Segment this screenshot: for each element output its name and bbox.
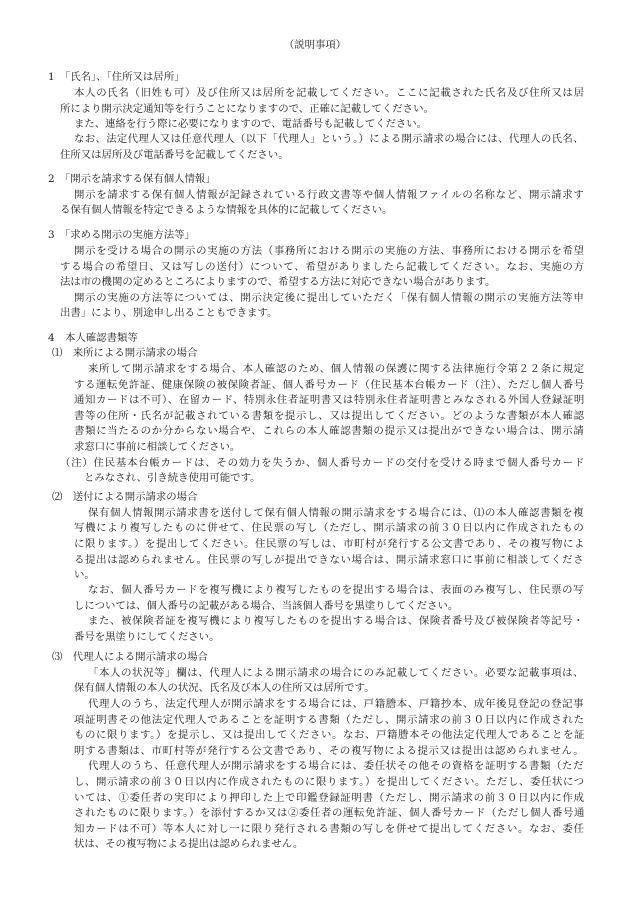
- text-line: 代理人のうち、任意代理人が開示請求をする場合には、委任状その他その資格を証明する書類（ただ: [88, 760, 585, 772]
- text-line: に限ります。）を提出してください。住民票の写しは、市町村が発行する公文書であり、その複写物によ: [74, 538, 585, 550]
- text-line: 3 「求める開示の実施方法等」: [48, 229, 195, 241]
- text-line: 通知カードは不可）、在留カード、特別永住者証明書又は特別永住者証明書とみなされる外国人登録証明: [74, 394, 585, 406]
- text-line: 開示を受ける場合の開示の実施の方法（事務所における開示の実施の方法、事務所における開示を希望: [74, 245, 585, 257]
- page-title: （説明事項）: [283, 39, 347, 51]
- text-line: 知カードは不可）等本人に対し一に限り発行される書類の写しを併せて提出してください。なお、委任: [74, 823, 585, 835]
- text-line: る提出は認められません。住民票の写しが提出できない場合は、開示請求窓口に事前に相談してくださ: [74, 554, 585, 566]
- text-line: また、連絡を行う際に必要になりますので、電話番号も記載してください。: [74, 118, 428, 130]
- text-line: 1 「氏名」、「住所又は居所」: [48, 71, 185, 83]
- text-line: 来所して開示請求をする場合、本人確認のため、個人情報の保護に関する法律施行令第２２条に規定: [88, 363, 585, 375]
- text-line: 「本人の状況等」欄は、代理人による開示請求の場合にのみ記載してください。必要な記載事項は、: [88, 667, 585, 679]
- text-line: されたものに限ります。）を添付するか又は②委任者の運転免許証、個人番号カード（ただし個人番号通: [74, 807, 585, 819]
- text-line: ⑴ 来所による開示請求の場合: [52, 347, 198, 359]
- text-line: する場合の希望日、又は写しの送付）について、希望がありましたら記載してください。なお、実施の方: [60, 261, 585, 273]
- text-line: 書等の住所・氏名が記載されている書類を提示し、又は提出してください。どのような書類が本人確認: [74, 410, 585, 422]
- text-line: する運転免許証、健康保険の被保険者証、個人番号カード（住民基本台帳カード（注）、ただし個人番号: [74, 379, 585, 391]
- text-line: しについては、個人番号の記載がある場合、当該個人番号を黒塗りしてください。: [74, 600, 459, 612]
- text-line: 明する書類は、市町村等が発行する公文書であり、その複写物による提示又は提出は認められません。: [74, 745, 585, 757]
- text-line: 状は、その複写物による提出は認められません。: [74, 838, 304, 850]
- text-line: ⑶ 代理人による開示請求の場合: [52, 651, 208, 663]
- text-line: し、開示請求の前３０日以内に作成されたものに限ります。）を提出してください。ただし、委任状につ: [74, 776, 585, 788]
- text-line: 開示の実施の方法等については、開示決定後に提出していただく「保有個人情報の開示の実施方法等申: [74, 292, 585, 304]
- text-line: ものに限ります。）を提示し、又は提出してください。なお、戸籍謄本その他法定代理人であることを証: [74, 729, 585, 741]
- text-line: 書類に当たるのか分からない場合や、これらの本人確認書類の提示又は提出ができない場合は、開示請: [74, 425, 585, 437]
- text-line: 求窓口に事前に相談してください。: [74, 441, 241, 453]
- text-line: 番号を黒塗りにしてください。: [74, 631, 220, 643]
- text-line: 代理人のうち、法定代理人が開示請求をする場合には、戸籍謄本、戸籍抄本、成年後見登記の登記事: [88, 698, 585, 710]
- text-line: 保有個人情報の本人の状況、氏名及び本人の住所又は居所です。: [74, 682, 375, 694]
- text-line: （注）住民基本台帳カードは、その効力を失うか、個人番号カードの交付を受ける時まで個人番号カード: [60, 457, 586, 469]
- text-line: る保有個人情報を特定できるような情報を具体的に記載してください。: [60, 204, 393, 216]
- text-line: 本人の氏名（旧姓も可）及び住所又は居所を記載してください。ここに記載された氏名及び住所又は居: [74, 87, 585, 99]
- text-line: 開示を請求する保有個人情報が記録されている行政文書等や個人情報ファイルの名称など、開示請求す: [74, 189, 585, 201]
- text-line: なお、法定代理人又は任意代理人（以下「代理人」という。）による開示請求の場合には、代理人の氏名、: [74, 133, 584, 145]
- text-line: 法は市の機関の定めるところによりますので、希望する方法に対応できない場合があります。: [60, 276, 496, 288]
- text-line: い。: [74, 569, 95, 581]
- text-line: 項証明書その他法定代理人であることを証明する書類（ただし、開示請求の前３０日以内に作成された: [74, 714, 585, 726]
- text-line: 保有個人情報開示請求書を送付して保有個人情報の開示請求をする場合には、⑴の本人確認書類を複: [88, 507, 585, 519]
- text-line: 所により開示決定通知等を行うことになりますので、正確に記載してください。: [60, 103, 434, 115]
- text-line: とみなされ、引き続き使用可能です。: [84, 472, 261, 484]
- text-line: 住所又は居所及び電話番号を記載してください。: [60, 149, 289, 161]
- text-line: ⑵ 送付による開示請求の場合: [52, 491, 198, 503]
- text-line: 2 「開示を請求する保有個人情報」: [48, 173, 216, 185]
- text-line: 4 本人確認書類等: [48, 332, 138, 344]
- text-line: なお、個人番号カードを複写機により複写したものを提出する場合は、表面のみ複写し、住民票の写: [88, 584, 585, 596]
- text-line: また、被保険者証を複写機により複写したものを提出する場合は、保険者番号及び被保険者等記号・: [88, 615, 585, 627]
- text-line: 写機により複写したものに併せて、住民票の写し（ただし、開示請求の前３０日以内に作成されたもの: [74, 522, 585, 534]
- text-line: 出書」により、別途申し出ることもできます。: [60, 307, 278, 319]
- text-line: いては、①委任者の実印により押印した上で印鑑登録証明書（ただし、開示請求の前３０日以内に作成: [74, 792, 585, 804]
